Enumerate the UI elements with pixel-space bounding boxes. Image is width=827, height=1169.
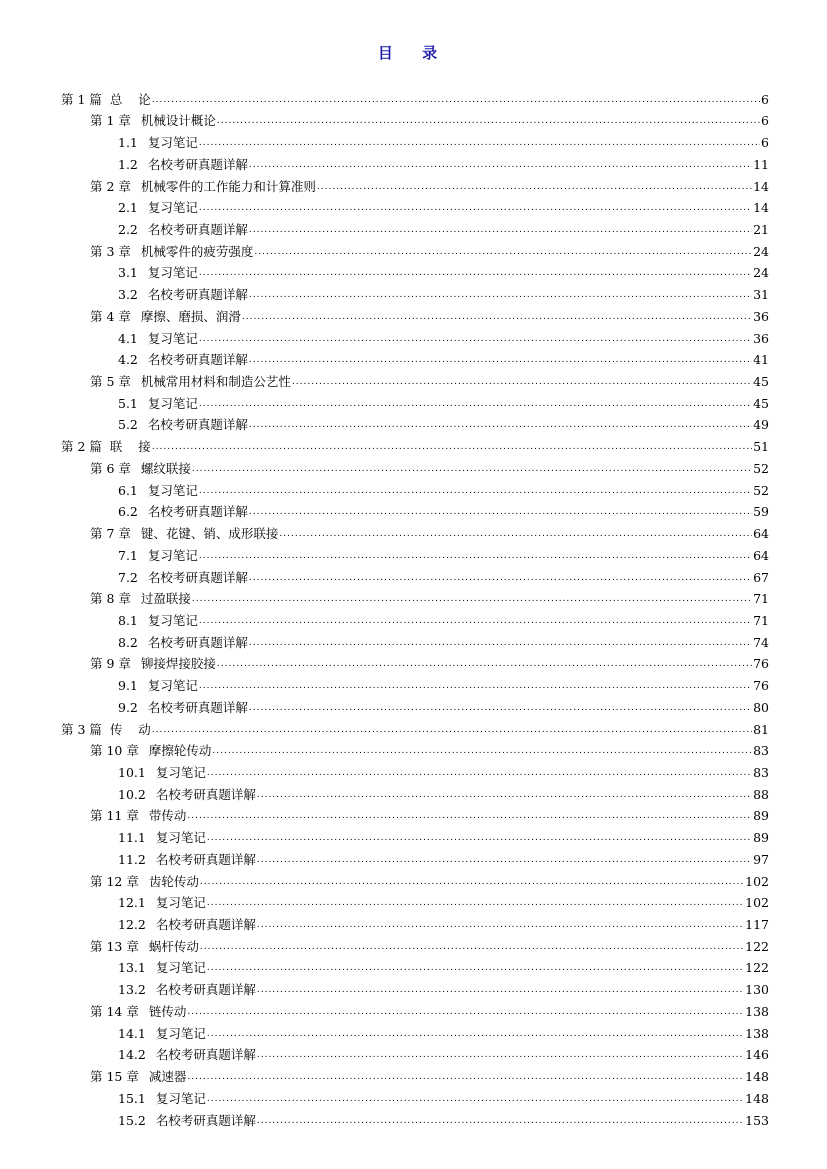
toc-entry[interactable] [118, 1106, 769, 1128]
dot-leader [192, 592, 752, 606]
dot-leader [257, 788, 752, 802]
dot-leader [212, 744, 752, 758]
dot-leader [249, 571, 752, 585]
toc-entry-label: 名校考研真题详解 [147, 156, 248, 172]
dot-leader [249, 418, 752, 432]
toc-entry-number: 第 2 章 [90, 178, 131, 194]
toc-entry-number: 15.1 [118, 1090, 146, 1106]
toc-entry-number: 8.1 [118, 612, 138, 628]
toc-entry[interactable] [61, 715, 769, 737]
toc-entry[interactable] [118, 411, 769, 433]
dot-leader [207, 1027, 744, 1041]
toc-entry-label: 名校考研真题详解 [147, 699, 248, 715]
toc-entry-label: 名校考研真题详解 [147, 634, 248, 650]
toc-entry-page: 6 [761, 135, 769, 151]
dot-leader [249, 158, 752, 172]
toc-entry-page: 122 [745, 960, 769, 976]
toc-entry-page: 76 [753, 656, 769, 672]
dot-leader [199, 136, 760, 150]
dot-leader [187, 809, 752, 823]
toc-entry-label: 摩擦、磨损、润滑 [140, 308, 241, 324]
dot-leader [317, 180, 752, 194]
toc-entry-page: 52 [753, 482, 769, 498]
toc-entry-page: 64 [753, 547, 769, 563]
toc-entry-number: 第 3 章 [90, 243, 131, 259]
toc-entry-page: 14 [753, 200, 769, 216]
toc-entry-number: 第 8 章 [90, 591, 131, 607]
toc-entry-label: 名校考研真题详解 [155, 786, 256, 802]
toc-entry-page: 6 [761, 113, 769, 129]
toc-entry-label: 复习笔记 [155, 1025, 206, 1041]
dot-leader [207, 896, 744, 910]
dot-leader [249, 636, 752, 650]
toc-entry[interactable] [61, 433, 769, 455]
toc-entry-page: 49 [753, 417, 769, 433]
toc-entry-label: 复习笔记 [155, 960, 206, 976]
dot-leader [242, 310, 752, 324]
toc-entry-number: 9.1 [118, 678, 138, 694]
dot-leader [200, 940, 744, 954]
toc-entry-page: 74 [753, 634, 769, 650]
toc-entry[interactable] [118, 606, 769, 628]
toc-entry-page: 76 [753, 678, 769, 694]
toc-entry[interactable] [118, 346, 769, 368]
toc-entry[interactable] [118, 541, 769, 563]
toc-entry-page: 52 [753, 460, 769, 476]
toc-entry-label: 复习笔记 [147, 678, 198, 694]
dot-leader [199, 397, 752, 411]
toc-entry-label: 复习笔记 [155, 830, 206, 846]
toc-entry[interactable] [90, 367, 769, 389]
toc-entry-page: 24 [753, 265, 769, 281]
toc-entry-number: 第 5 章 [90, 374, 131, 390]
toc-entry-label: 名校考研真题详解 [155, 982, 256, 998]
dot-leader [187, 1070, 744, 1084]
toc-entry[interactable] [118, 259, 769, 281]
toc-entry-number: 14.2 [118, 1047, 146, 1063]
dot-leader [152, 723, 752, 737]
toc-entry-label: 名校考研真题详解 [147, 504, 248, 520]
toc-entry[interactable] [118, 128, 769, 150]
toc-entry-page: 64 [753, 526, 769, 542]
toc-entry-label: 键、花键、销、成形联接 [140, 526, 279, 542]
toc-entry-page: 31 [753, 287, 769, 303]
toc-entry-page: 81 [753, 721, 769, 737]
toc-entry-page: 59 [753, 504, 769, 520]
toc-entry[interactable] [118, 1084, 769, 1106]
dot-leader [199, 266, 752, 280]
dot-leader [152, 93, 760, 107]
dot-leader [187, 1005, 744, 1019]
toc-entry-number: 11.1 [118, 830, 146, 846]
toc-entry[interactable] [61, 85, 769, 107]
toc-entry-number: 第 4 章 [90, 308, 131, 324]
dot-leader [207, 831, 752, 845]
toc-entry[interactable] [118, 976, 769, 998]
dot-leader [207, 1092, 744, 1106]
dot-leader [249, 288, 752, 302]
toc-entry-number: 第 14 章 [90, 1003, 139, 1019]
dot-leader [249, 505, 752, 519]
toc-entry-number: 4.1 [118, 330, 138, 346]
toc-entry-page: 153 [745, 1112, 769, 1128]
toc-entry[interactable] [118, 324, 769, 346]
toc-entry-label: 名校考研真题详解 [155, 1112, 256, 1128]
dot-leader [217, 114, 760, 128]
toc-entry-number: 第 13 章 [90, 938, 139, 954]
toc-entry-page: 67 [753, 569, 769, 585]
dot-leader [199, 614, 752, 628]
toc-entry-label: 复习笔记 [155, 895, 206, 911]
toc-entry-label: 过盈联接 [140, 591, 191, 607]
dot-leader [207, 766, 752, 780]
toc-entry-label: 总 论 [109, 91, 151, 107]
toc-entry[interactable] [90, 737, 769, 759]
toc-entry-number: 3.2 [118, 287, 138, 303]
toc-entry[interactable] [90, 802, 769, 824]
toc-entry[interactable] [90, 1062, 769, 1084]
toc-entry-label: 机械常用材料和制造公艺性 [140, 374, 291, 390]
toc-entry[interactable] [118, 780, 769, 802]
toc-entry[interactable] [90, 867, 769, 889]
toc-entry-number: 10.1 [118, 765, 146, 780]
toc-entry[interactable] [90, 172, 769, 194]
toc-entry[interactable] [118, 845, 769, 867]
dot-leader [249, 353, 752, 367]
toc-entry-number: 8.2 [118, 634, 138, 650]
toc-entry-page: 130 [745, 982, 769, 998]
toc-entry-label: 名校考研真题详解 [147, 287, 248, 303]
toc-entry-number: 10.2 [118, 786, 146, 802]
toc-entry-label: 名校考研真题详解 [155, 1047, 256, 1063]
dot-leader [152, 440, 752, 454]
toc-entry-page: 148 [745, 1090, 769, 1106]
toc-entry-page: 138 [745, 1003, 769, 1019]
toc-entry-number: 第 10 章 [90, 743, 139, 759]
dot-leader [199, 484, 752, 498]
toc-entry-number: 第 2 篇 [61, 439, 102, 455]
toc-entry-number: 12.2 [118, 917, 146, 933]
toc-entry-label: 名校考研真题详解 [147, 352, 248, 368]
toc-entry-number: 第 1 章 [90, 113, 131, 129]
page-title: 目 录 [377, 44, 450, 62]
toc-entry-page: 83 [753, 765, 769, 780]
dot-leader [292, 375, 752, 389]
toc-entry-page: 21 [753, 222, 769, 237]
toc-entry-number: 13.1 [118, 960, 146, 976]
dot-leader [217, 657, 752, 671]
toc-entry[interactable] [90, 237, 769, 259]
toc-entry-number: 第 7 章 [90, 526, 131, 542]
toc-entry-label: 蜗杆传动 [148, 938, 199, 954]
toc-entry-label: 复习笔记 [155, 765, 206, 780]
dot-leader [199, 201, 752, 215]
toc-entry-label: 联 接 [109, 439, 151, 455]
dot-leader [257, 853, 752, 867]
toc-entry-label: 机械设计概论 [140, 113, 216, 129]
toc-entry-number: 第 9 章 [90, 656, 131, 672]
toc-entry-page: 36 [753, 330, 769, 346]
dot-leader [207, 961, 744, 975]
toc-entry-number: 2.1 [118, 200, 138, 216]
toc-entry[interactable] [90, 519, 769, 541]
toc-entry-page: 89 [753, 830, 769, 846]
dot-leader [257, 1114, 744, 1128]
toc-entry-page: 71 [753, 612, 769, 628]
toc-entry-page: 102 [745, 895, 769, 911]
toc-entry-label: 传 动 [109, 721, 151, 737]
dot-leader [254, 245, 752, 259]
toc-entry-label: 机械零件的疲劳强度 [140, 243, 254, 259]
toc-entry-label: 复习笔记 [147, 135, 198, 151]
toc-entry[interactable] [118, 1019, 769, 1041]
dot-leader [192, 462, 752, 476]
toc-entry-label: 复习笔记 [155, 1090, 206, 1106]
dot-leader [200, 875, 744, 889]
toc-entry-number: 3.1 [118, 265, 138, 281]
toc-entry-number: 5.1 [118, 395, 138, 411]
toc-entry-page: 80 [753, 699, 769, 715]
toc-entry-number: 1.1 [118, 135, 138, 151]
toc-entry[interactable] [90, 107, 769, 129]
toc-entry[interactable] [118, 693, 769, 715]
dot-leader [249, 223, 752, 237]
toc-entry-page: 41 [753, 352, 769, 368]
toc-entry-page: 102 [745, 873, 769, 889]
toc-entry-label: 减速器 [148, 1069, 187, 1085]
toc-entry[interactable] [118, 476, 769, 498]
toc-entry-page: 138 [745, 1025, 769, 1041]
toc-entry-label: 复习笔记 [147, 265, 198, 281]
toc-entry-page: 117 [745, 917, 769, 933]
toc-entry-number: 7.2 [118, 569, 138, 585]
toc-entry[interactable] [90, 932, 769, 954]
dot-leader [199, 679, 752, 693]
toc-entry[interactable] [118, 280, 769, 302]
toc-entry[interactable] [118, 758, 769, 780]
toc-entry[interactable] [118, 910, 769, 932]
toc-entry[interactable] [90, 302, 769, 324]
toc-entry-number: 12.1 [118, 895, 146, 911]
toc-entry-number: 7.1 [118, 547, 138, 563]
toc-entry[interactable] [118, 1041, 769, 1063]
toc-entry-label: 带传动 [148, 808, 187, 824]
toc-entry-page: 71 [753, 591, 769, 607]
toc-entry-number: 1.2 [118, 156, 138, 172]
toc-entry-label: 复习笔记 [147, 395, 198, 411]
toc-entry[interactable] [90, 585, 769, 607]
toc-entry[interactable] [118, 498, 769, 520]
dot-leader [257, 983, 744, 997]
toc-entry[interactable] [90, 650, 769, 672]
toc-entry-number: 第 6 章 [90, 460, 131, 476]
toc-entry-label: 链传动 [148, 1003, 187, 1019]
toc-entry[interactable] [118, 215, 769, 237]
toc-entry-page: 88 [753, 786, 769, 802]
toc-entry[interactable] [90, 454, 769, 476]
toc-entry-number: 第 3 篇 [61, 721, 102, 737]
toc-entry-number: 13.2 [118, 982, 146, 998]
toc-entry-page: 89 [753, 808, 769, 824]
toc-entry-label: 名校考研真题详解 [147, 417, 248, 433]
toc-entry-label: 摩擦轮传动 [148, 743, 212, 759]
toc-entry-page: 14 [753, 178, 769, 194]
toc-entry-number: 9.2 [118, 699, 138, 715]
toc-entry-number: 第 11 章 [90, 808, 139, 824]
toc-entry-page: 148 [745, 1069, 769, 1085]
toc-entry-number: 11.2 [118, 851, 146, 867]
toc-entry-page: 36 [753, 308, 769, 324]
toc-entry-page: 146 [745, 1047, 769, 1063]
toc-entry-number: 5.2 [118, 417, 138, 433]
toc-entry-page: 122 [745, 938, 769, 954]
toc-entry-label: 复习笔记 [147, 330, 198, 346]
toc-entry[interactable] [118, 889, 769, 911]
dot-leader [199, 549, 752, 563]
dot-leader [249, 701, 752, 715]
toc-entry-label: 螺纹联接 [140, 460, 191, 476]
toc-entry-page: 83 [753, 743, 769, 759]
toc-entry[interactable] [118, 954, 769, 976]
toc-entry-page: 24 [753, 243, 769, 259]
toc-entry-label: 复习笔记 [147, 200, 198, 216]
toc-entry-number: 4.2 [118, 352, 138, 368]
toc-entry[interactable] [118, 671, 769, 693]
toc-entry[interactable] [118, 389, 769, 411]
toc-entry-label: 铆接焊接胶接 [140, 656, 216, 672]
toc-entry-label: 名校考研真题详解 [155, 851, 256, 867]
toc-entry-number: 第 1 篇 [61, 91, 102, 107]
toc-entry-label: 复习笔记 [147, 547, 198, 563]
toc-entry-number: 第 15 章 [90, 1069, 139, 1085]
toc-entry-number: 14.1 [118, 1025, 146, 1041]
toc-entry-label: 复习笔记 [147, 482, 198, 498]
dot-leader [257, 918, 744, 932]
toc-entry-number: 15.2 [118, 1112, 146, 1128]
toc-entry-page: 45 [753, 374, 769, 390]
toc-entry[interactable] [90, 997, 769, 1019]
toc-entry[interactable] [118, 628, 769, 650]
toc-entry[interactable] [118, 150, 769, 172]
toc-entry[interactable] [118, 194, 769, 216]
toc-entry-label: 齿轮传动 [148, 873, 199, 889]
toc-entry-page: 97 [753, 851, 769, 867]
toc-entry-label: 复习笔记 [147, 612, 198, 628]
toc-entry[interactable] [118, 563, 769, 585]
toc-entry-page: 45 [753, 395, 769, 411]
toc-entry-page: 51 [753, 439, 769, 455]
toc-entry[interactable] [118, 823, 769, 845]
toc-entry-label: 名校考研真题详解 [147, 569, 248, 585]
dot-leader [199, 332, 752, 346]
toc-entry-number: 6.1 [118, 482, 138, 498]
toc-entry-number: 第 12 章 [90, 873, 139, 889]
toc-entry-label: 名校考研真题详解 [155, 917, 256, 933]
toc-entry-label: 机械零件的工作能力和计算准则 [140, 178, 316, 194]
toc-entry-label: 名校考研真题详解 [147, 222, 248, 237]
toc-entry-number: 2.2 [118, 222, 138, 237]
toc-entry-number: 6.2 [118, 504, 138, 520]
toc-entry-page: 11 [753, 156, 769, 172]
dot-leader [257, 1048, 744, 1062]
toc-entry-page: 6 [761, 91, 769, 107]
dot-leader [279, 527, 752, 541]
